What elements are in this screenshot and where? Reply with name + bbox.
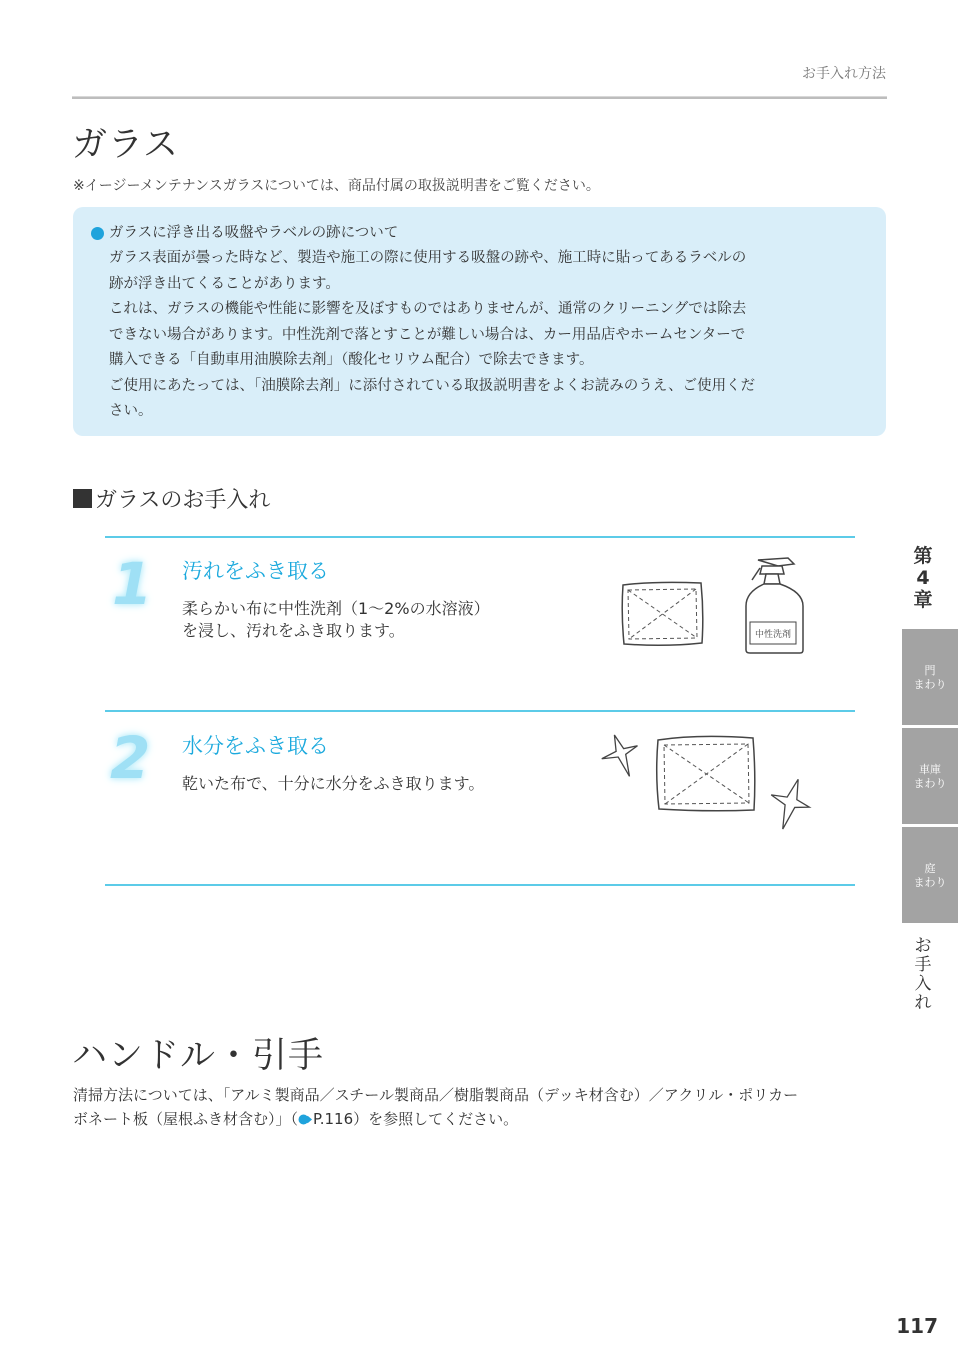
step-number: 1 — [112, 550, 153, 618]
para-line-2 — [73, 1107, 893, 1131]
chapter-number: 4 — [916, 567, 930, 589]
info-line: ガラス表面が曇った時など、製造や施工の際に使用する吸盤の跡や、施工時に貼ってあるラベルの — [109, 250, 747, 266]
page-number: 117 — [896, 1314, 938, 1338]
handle-title: ハンドル・引手 — [72, 1036, 325, 1076]
bottle-label: 中性洗剤 — [754, 630, 792, 640]
info-body — [109, 246, 872, 425]
chapter-char: 章 — [913, 589, 933, 611]
current-tab-char: れ — [914, 993, 932, 1013]
tab-label: まわり — [913, 678, 947, 691]
glass-care-title: ガラスのお手入れ — [95, 488, 271, 513]
para-text: ）を参照してください。 — [353, 1110, 519, 1128]
para-text: ボネート板（屋根ふき材含む）」（ — [73, 1110, 299, 1128]
glass-title: ガラス — [72, 125, 179, 165]
handle-paragraph — [73, 1083, 893, 1131]
step-text-line: を浸し、汚れをふき取ります。 — [182, 621, 405, 640]
step-text — [182, 598, 490, 642]
step-divider — [105, 710, 855, 712]
tab-label: まわり — [913, 876, 947, 889]
sparkle-icon — [598, 730, 646, 783]
detergent-bottle-icon — [738, 556, 808, 656]
tab-label: 門 — [924, 664, 936, 677]
current-tab-char: 手 — [914, 955, 932, 975]
info-line: できない場合があります。中性洗剤で落とすことが難しい場合は、カー用品店やホームセンターで — [109, 326, 746, 343]
glass-care-heading — [73, 483, 270, 514]
info-box — [73, 207, 886, 436]
chapter-char: 第 — [913, 545, 933, 567]
chapter-indicator — [904, 545, 942, 611]
section-label: お手入れ方法 — [802, 66, 886, 82]
info-line: これは、ガラスの機能や性能に影響を及ぼすものではありませんが、通常のクリーニングでは除去 — [109, 301, 747, 317]
info-title: ガラスに浮き出る吸盤やラベルの跡について — [109, 225, 399, 241]
sparkle-icon — [763, 774, 815, 835]
page-reference-link[interactable]: P.116 — [313, 1110, 354, 1128]
info-line: ご使用にあたっては、「油膜除去剤」に添付されている取扱説明書をよくお読みのうえ、ご使用くだ — [109, 377, 756, 394]
step-title: 水分をふき取る — [182, 734, 329, 758]
step-text — [182, 773, 484, 795]
bullet-dot-icon — [91, 227, 104, 240]
current-tab-char: お — [914, 936, 932, 956]
tab-label: 庭 — [924, 862, 936, 875]
para-line: 清掃方法については、「アルミ製商品／スチール製商品／樹脂製商品（デッキ材含む）／アクリル・ポリカー — [73, 1086, 799, 1104]
tab-label: 車庫 — [919, 763, 941, 776]
square-bullet-icon — [73, 489, 92, 508]
info-line: 跡が浮き出てくることがあります。 — [109, 275, 340, 292]
info-line: さい。 — [109, 403, 153, 419]
current-tab-char: 入 — [914, 974, 932, 994]
glass-note: ※イージーメンテナンスガラスについては、商品付属の取扱説明書をご覧ください。 — [73, 178, 600, 194]
arrow-right-icon — [298, 1114, 313, 1125]
step-text-line: 乾いた布で、十分に水分をふき取ります。 — [182, 774, 485, 793]
dry-cloth-illustration — [598, 730, 818, 835]
step-divider — [105, 536, 855, 538]
step-text-line: 柔らかい布に中性洗剤（1〜2%の水溶液） — [182, 599, 490, 618]
info-title-row — [91, 221, 872, 246]
step-title: 汚れをふき取る — [182, 559, 329, 583]
tab-maintenance-current — [904, 937, 942, 1013]
header-divider — [72, 96, 887, 100]
step-number: 2 — [110, 724, 151, 792]
tab-label: まわり — [913, 777, 947, 790]
tab-gate[interactable] — [902, 629, 958, 725]
tab-garden[interactable] — [902, 827, 958, 923]
step-divider — [105, 884, 855, 886]
cloth-icon — [615, 573, 710, 653]
info-line: 購入できる「自動車用油膜除去剤」（酸化セリウム配合）で除去できます。 — [109, 352, 594, 368]
tab-garage[interactable] — [902, 728, 958, 824]
